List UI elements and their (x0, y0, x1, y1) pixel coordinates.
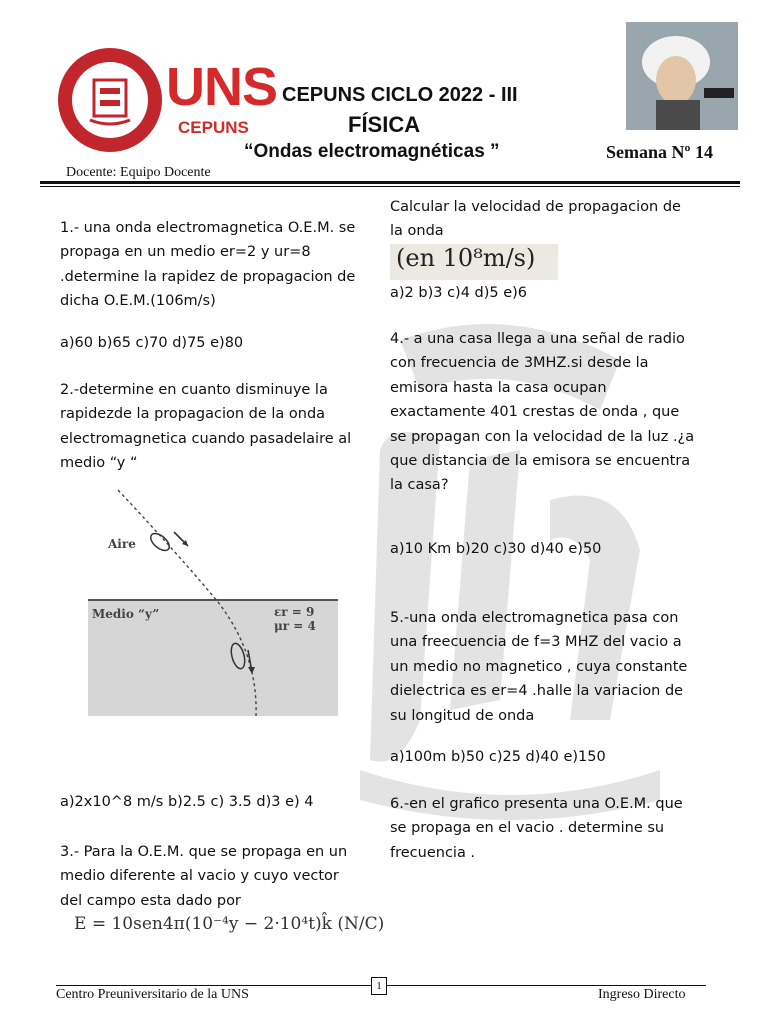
figure-label-medium: Medio “y” (92, 607, 160, 621)
seal-emblem-icon (72, 62, 148, 138)
question-3-continued: Calcular la velocidad de propagacion de la onda (390, 199, 681, 240)
question-1: 1.- una onda electromagnetica O.E.M. se propaga en un medio er=2 y ur=8 .determine la rapidez de propagacion de dicha O.E.M.(106m/s) (60, 220, 356, 310)
question-5-options: a)100m b)50 c)25 d)40 e)150 (390, 749, 606, 765)
question-4: 4.- a una casa llega a una señal de radio con frecuencia de 3MHZ.si desde la emisora hasta la casa ocupan exactamente 401 crestas de onda , que se propagan con la velocidad de la luz .¿a que distancia de la emisora se encuentra la casa? (390, 331, 695, 494)
figure-eps: εr = 9 (274, 605, 315, 619)
page-number: 1 (371, 977, 387, 995)
topic-title: “Ondas electromagnéticas ” (244, 141, 500, 162)
question-2: 2.-determine en cuanto disminuye la rapidezde la propagacion de la onda electromagnetica cuando pasadelaire al medio “y “ (60, 382, 352, 472)
cepuns-logo-text: CEPUNS (178, 118, 249, 137)
question-3-equation: E = 10sen4π(10⁻⁴y − 2·10⁴t)k̂ (N/C) (74, 914, 385, 934)
question-6: 6.-en el grafico presenta una O.E.M. que se propaga en el vacio . determine su frecuencia . (390, 796, 683, 861)
question-1-options: a)60 b)65 c)70 d)75 e)80 (60, 335, 244, 351)
program-title: CEPUNS CICLO 2022 - III (282, 84, 518, 106)
question-3-options: a)2 b)3 c)4 d)5 e)6 (390, 285, 528, 301)
question-3-units: (en 10⁸m/s) (396, 244, 536, 272)
scientist-portrait (626, 22, 738, 130)
figure-mu: μr = 4 (274, 619, 316, 633)
refraction-figure (88, 484, 338, 720)
header-rule-thin (40, 186, 740, 187)
footer-right: Ingreso Directo (598, 987, 686, 1002)
question-4-options: a)10 Km b)20 c)30 d)40 e)50 (390, 541, 602, 557)
teacher-label: Docente: Equipo Docente (66, 165, 211, 180)
question-3: 3.- Para la O.E.M. que se propaga en un medio diferente al vacio y cuyo vector del campo esta dado por (60, 844, 348, 909)
subject-title: FÍSICA (348, 112, 421, 137)
week-label: Semana Nº 14 (606, 142, 713, 162)
footer-left: Centro Preuniversitario de la UNS (56, 987, 249, 1002)
university-seal-center (72, 62, 148, 138)
figure-label-air: Aire (108, 537, 136, 551)
header-rule-thick (40, 181, 740, 184)
question-5: 5.-una onda electromagnetica pasa con una freecuencia de f=3 MHZ del vacio a un medio no magnetico , cuya constante dielectrica es er=4 .halle la variacion de su longitud de onda (390, 610, 688, 724)
question-2-options: a)2x10^8 m/s b)2.5 c) 3.5 d)3 e) 4 (60, 794, 314, 810)
uns-logo-text: UNS (166, 57, 278, 117)
